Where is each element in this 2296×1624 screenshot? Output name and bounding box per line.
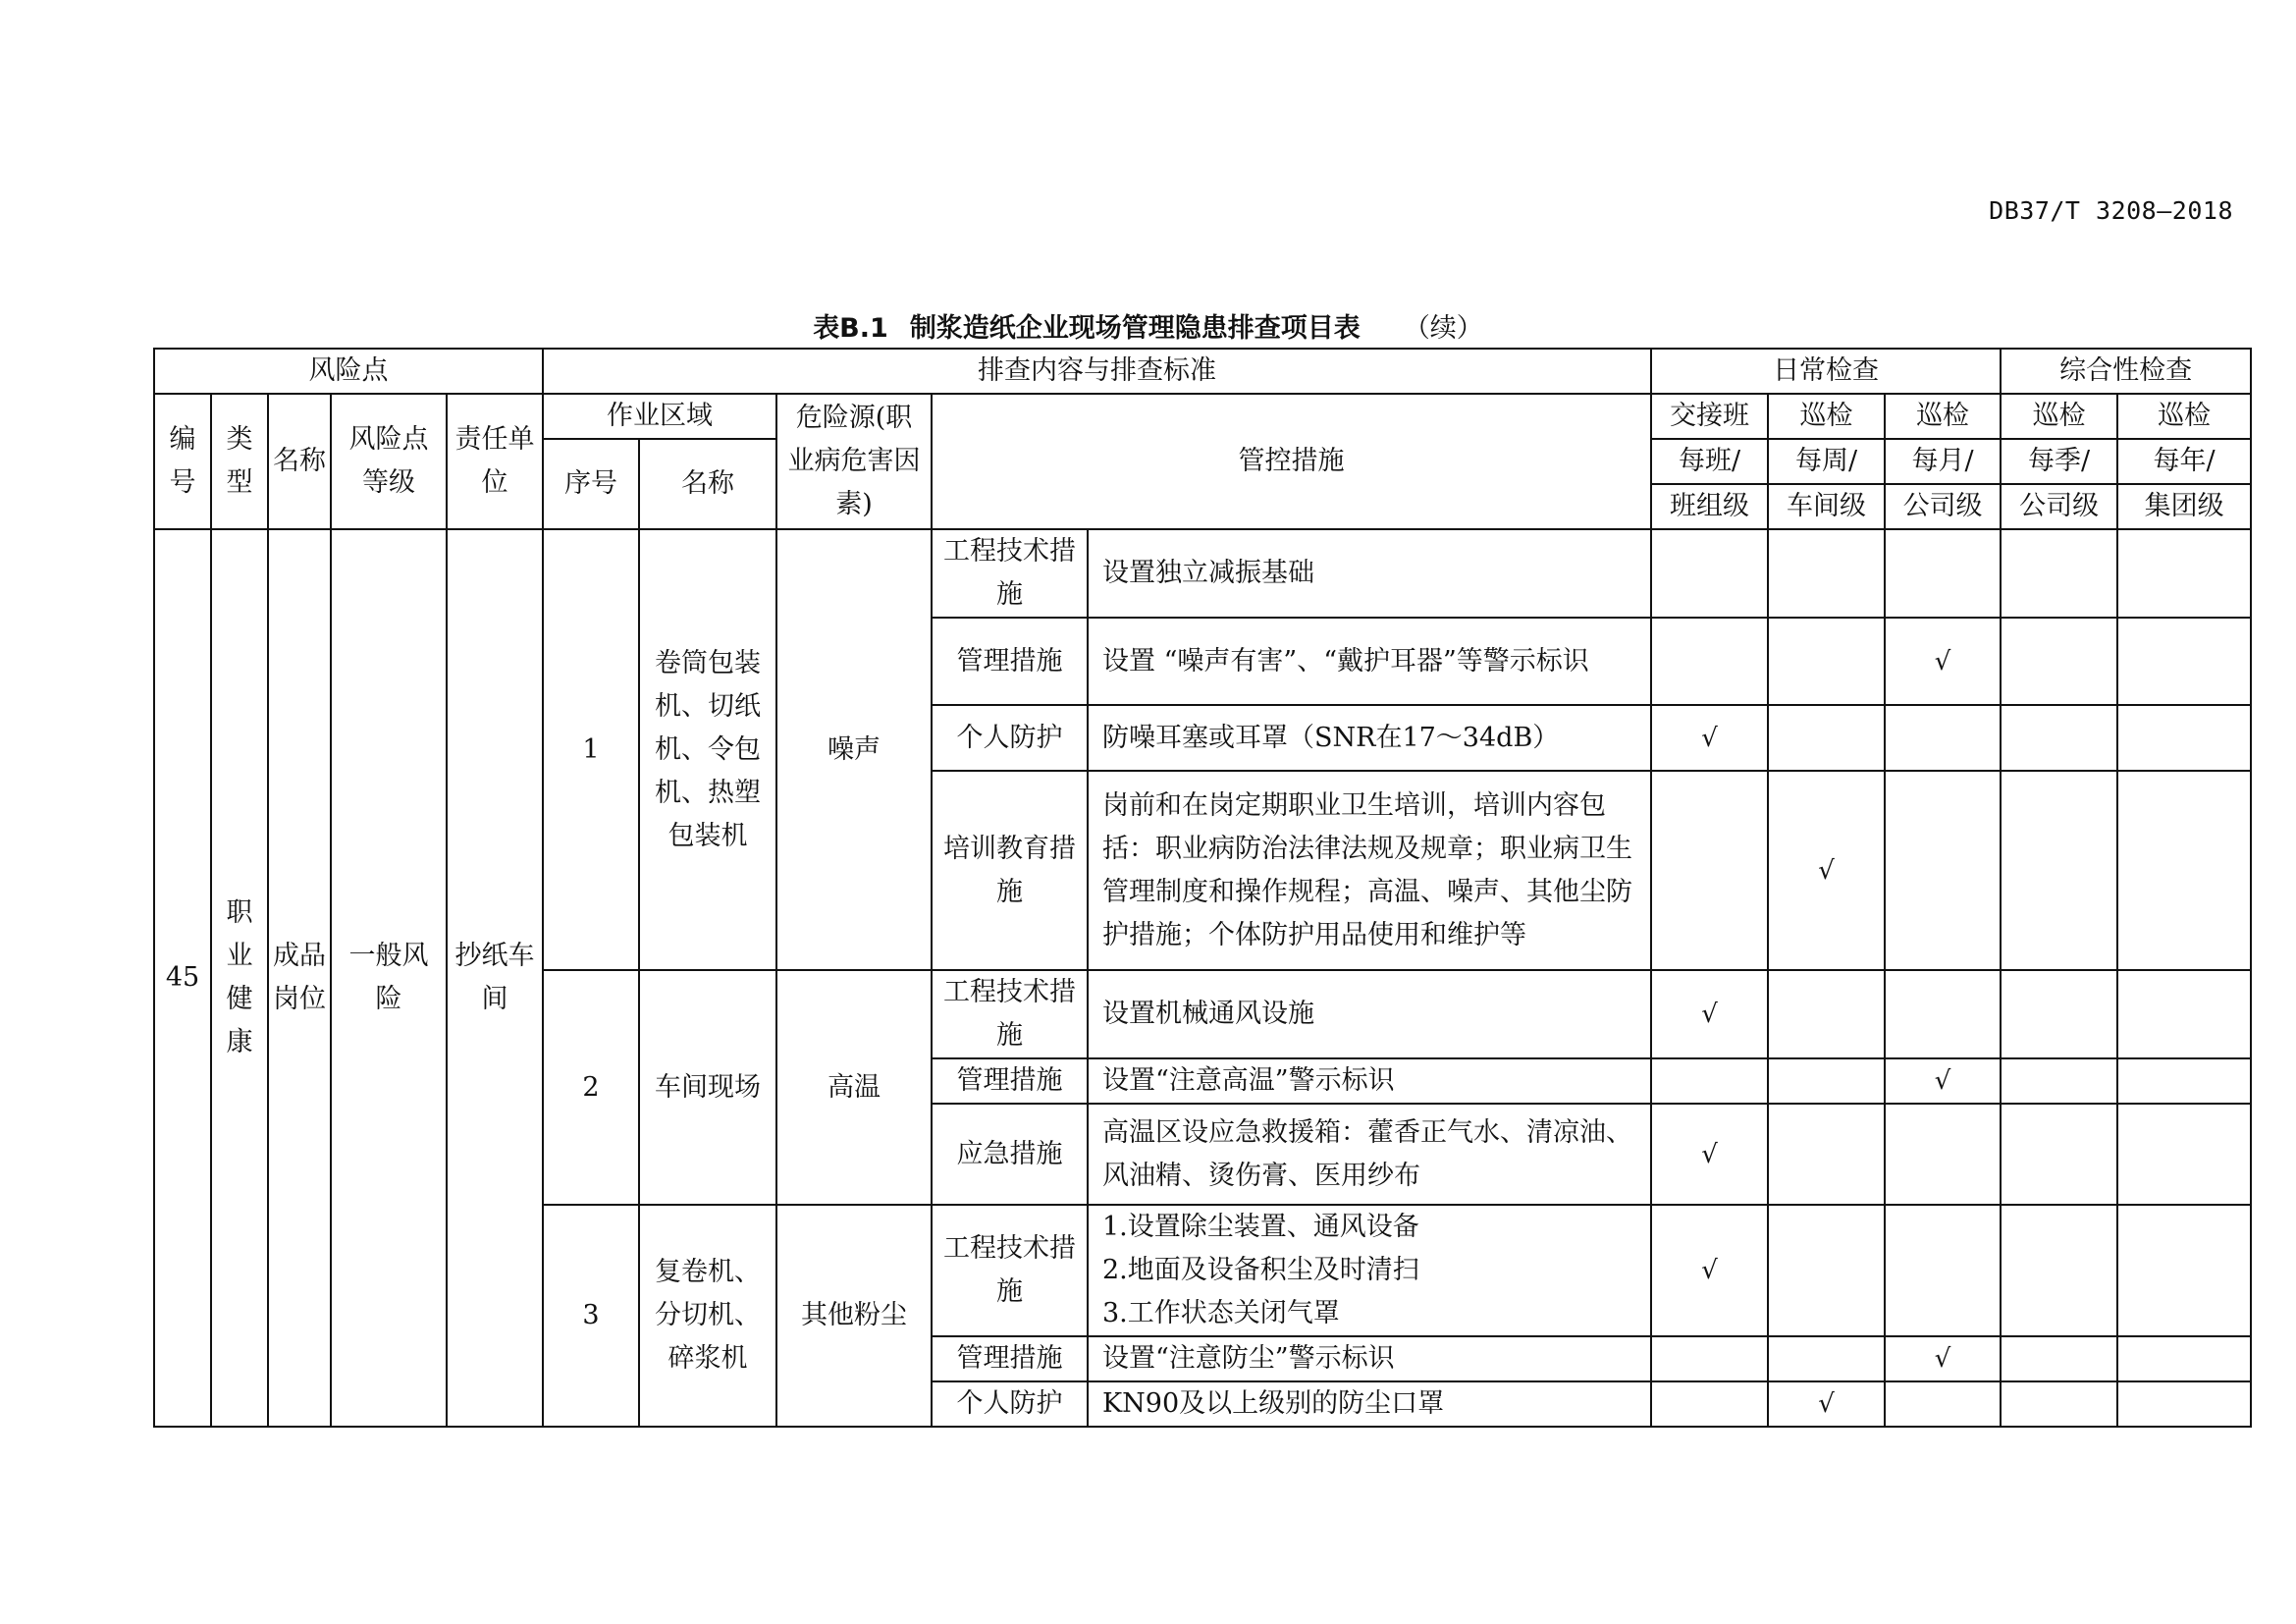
measure-category: 应急措施 bbox=[932, 1104, 1088, 1205]
check-mark: √ bbox=[1651, 970, 1768, 1058]
standard-code: DB37/T 3208—2018 bbox=[1989, 196, 2233, 225]
check-cell bbox=[1768, 1104, 1885, 1205]
measure-text: 1.设置除尘装置、通风设备 2.地面及设备积尘及时清扫 3.工作状态关闭气罩 bbox=[1088, 1205, 1651, 1336]
header-risk-level: 风险点等级 bbox=[331, 394, 447, 529]
measure-text: 设置独立减振基础 bbox=[1088, 529, 1651, 618]
header-check-content: 排查内容与排查标准 bbox=[543, 349, 1651, 394]
check-mark: √ bbox=[1885, 1336, 2001, 1381]
measure-text: 防噪耳塞或耳罩（SNR在17～34dB） bbox=[1088, 705, 1651, 771]
header-daily-check: 日常检查 bbox=[1651, 349, 2001, 394]
header-col-kind: 巡检 bbox=[2117, 394, 2251, 439]
check-cell bbox=[1651, 1336, 1768, 1381]
check-cell bbox=[2001, 970, 2117, 1058]
check-mark: √ bbox=[1768, 1381, 1885, 1427]
check-cell bbox=[1768, 1058, 1885, 1104]
check-cell bbox=[2117, 618, 2251, 705]
risk-level: 一般风险 bbox=[331, 529, 447, 1427]
table-title: 制浆造纸企业现场管理隐患排查项目表 bbox=[909, 313, 1361, 344]
header-hazard: 危险源(职业病危害因素) bbox=[776, 394, 932, 529]
risk-no: 45 bbox=[154, 529, 211, 1427]
check-cell bbox=[1885, 771, 2001, 970]
measure-text: 高温区设应急救援箱：藿香正气水、清凉油、风油精、烫伤膏、医用纱布 bbox=[1088, 1104, 1651, 1205]
check-cell bbox=[2117, 1336, 2251, 1381]
area-seq: 2 bbox=[543, 970, 639, 1205]
check-cell bbox=[1885, 529, 2001, 618]
hazard-checklist-table bbox=[153, 348, 2252, 1428]
risk-type: 职业健康 bbox=[211, 529, 268, 1427]
area-name: 复卷机、分切机、碎浆机 bbox=[639, 1205, 776, 1427]
check-cell bbox=[2117, 1381, 2251, 1427]
check-cell bbox=[1651, 1058, 1768, 1104]
table-label: 表B.1 bbox=[813, 313, 888, 344]
measure-category: 管理措施 bbox=[932, 1058, 1088, 1104]
measure-category: 工程技术措施 bbox=[932, 529, 1088, 618]
check-cell bbox=[1651, 529, 1768, 618]
header-area-seq: 序号 bbox=[543, 439, 639, 529]
check-cell bbox=[1768, 705, 1885, 771]
header-col-freq: 每周/ bbox=[1768, 439, 1885, 484]
measure-category: 管理措施 bbox=[932, 1336, 1088, 1381]
measure-category: 个人防护 bbox=[932, 1381, 1088, 1427]
check-cell bbox=[1768, 1205, 1885, 1336]
table-continued: （续） bbox=[1403, 313, 1483, 344]
check-cell bbox=[2117, 529, 2251, 618]
check-cell bbox=[2001, 1381, 2117, 1427]
check-cell bbox=[1885, 1104, 2001, 1205]
measure-category: 工程技术措施 bbox=[932, 1205, 1088, 1336]
check-mark: √ bbox=[1768, 771, 1885, 970]
check-cell bbox=[2001, 1058, 2117, 1104]
header-work-area: 作业区域 bbox=[543, 394, 776, 439]
header-responsible-unit: 责任单位 bbox=[447, 394, 543, 529]
table-caption bbox=[0, 306, 2296, 345]
check-mark: √ bbox=[1651, 1205, 1768, 1336]
area-seq: 3 bbox=[543, 1205, 639, 1427]
area-seq: 1 bbox=[543, 529, 639, 970]
measure-text: 设置机械通风设施 bbox=[1088, 970, 1651, 1058]
check-cell bbox=[2001, 1336, 2117, 1381]
check-cell bbox=[2001, 705, 2117, 771]
header-no: 编号 bbox=[154, 394, 211, 529]
check-cell bbox=[2117, 1205, 2251, 1336]
header-col-grade: 车间级 bbox=[1768, 484, 1885, 529]
check-cell bbox=[2001, 1205, 2117, 1336]
header-col-kind: 巡检 bbox=[1768, 394, 1885, 439]
header-risk-point: 风险点 bbox=[154, 349, 543, 394]
check-cell bbox=[1885, 1381, 2001, 1427]
header-col-grade: 集团级 bbox=[2117, 484, 2251, 529]
header-col-grade: 班组级 bbox=[1651, 484, 1768, 529]
measure-category: 培训教育措施 bbox=[932, 771, 1088, 970]
responsible-unit: 抄纸车间 bbox=[447, 529, 543, 1427]
area-name: 车间现场 bbox=[639, 970, 776, 1205]
check-cell bbox=[2001, 1104, 2117, 1205]
measure-text: 设置“注意高温”警示标识 bbox=[1088, 1058, 1651, 1104]
check-mark: √ bbox=[1885, 1058, 2001, 1104]
header-type: 类型 bbox=[211, 394, 268, 529]
check-cell bbox=[2001, 618, 2117, 705]
header-comprehensive-check: 综合性检查 bbox=[2001, 349, 2251, 394]
area-name: 卷筒包装机、切纸机、令包机、热塑包装机 bbox=[639, 529, 776, 970]
header-control-measures: 管控措施 bbox=[932, 394, 1651, 529]
check-cell bbox=[1768, 970, 1885, 1058]
measure-category: 工程技术措施 bbox=[932, 970, 1088, 1058]
risk-name: 成品岗位 bbox=[268, 529, 331, 1427]
measure-text: 设置“注意防尘”警示标识 bbox=[1088, 1336, 1651, 1381]
check-mark: √ bbox=[1651, 1104, 1768, 1205]
check-cell bbox=[1885, 705, 2001, 771]
check-cell bbox=[2117, 771, 2251, 970]
header-col-kind: 巡检 bbox=[1885, 394, 2001, 439]
hazard-source: 噪声 bbox=[776, 529, 932, 970]
measure-text: 设置 “噪声有害”、“戴护耳器”等警示标识 bbox=[1088, 618, 1651, 705]
check-cell bbox=[2001, 529, 2117, 618]
check-cell bbox=[1768, 618, 1885, 705]
check-cell bbox=[1768, 529, 1885, 618]
check-cell bbox=[2001, 771, 2117, 970]
check-cell bbox=[1885, 970, 2001, 1058]
hazard-source: 高温 bbox=[776, 970, 932, 1205]
header-col-freq: 每季/ bbox=[2001, 439, 2117, 484]
measure-category: 管理措施 bbox=[932, 618, 1088, 705]
header-col-grade: 公司级 bbox=[2001, 484, 2117, 529]
header-col-kind: 交接班 bbox=[1651, 394, 1768, 439]
check-cell bbox=[1768, 1336, 1885, 1381]
header-col-freq: 每年/ bbox=[2117, 439, 2251, 484]
header-name: 名称 bbox=[268, 394, 331, 529]
check-mark: √ bbox=[1885, 618, 2001, 705]
measure-category: 个人防护 bbox=[932, 705, 1088, 771]
check-cell bbox=[1651, 1381, 1768, 1427]
check-cell bbox=[1885, 1205, 2001, 1336]
check-cell bbox=[2117, 970, 2251, 1058]
check-cell bbox=[1651, 618, 1768, 705]
check-cell bbox=[2117, 705, 2251, 771]
header-col-grade: 公司级 bbox=[1885, 484, 2001, 529]
header-col-freq: 每月/ bbox=[1885, 439, 2001, 484]
check-mark: √ bbox=[1651, 705, 1768, 771]
check-cell bbox=[2117, 1058, 2251, 1104]
measure-text: KN90及以上级别的防尘口罩 bbox=[1088, 1381, 1651, 1427]
measure-text: 岗前和在岗定期职业卫生培训，培训内容包括：职业病防治法律法规及规章；职业病卫生管理制度和操作规程；高温、噪声、其他尘防护措施；个体防护用品使用和维护等 bbox=[1088, 771, 1651, 970]
header-area-name: 名称 bbox=[639, 439, 776, 529]
hazard-source: 其他粉尘 bbox=[776, 1205, 932, 1427]
check-cell bbox=[2117, 1104, 2251, 1205]
header-col-freq: 每班/ bbox=[1651, 439, 1768, 484]
check-cell bbox=[1651, 771, 1768, 970]
header-col-kind: 巡检 bbox=[2001, 394, 2117, 439]
